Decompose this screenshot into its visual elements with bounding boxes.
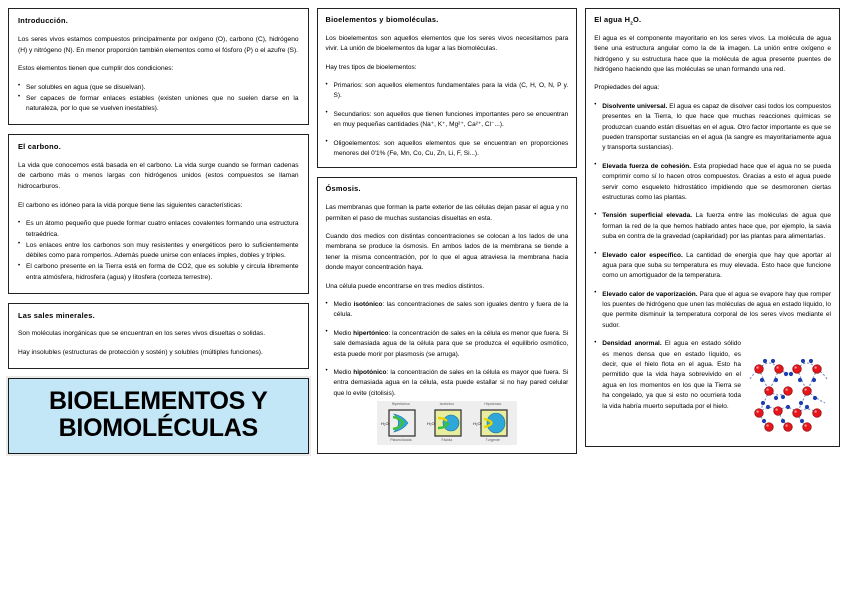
property-text: Para que el agua se evapore hay que romper los puentes de hidrógeno que unen las moléculas de agua en estado líquido, lo que permite disminuir la temperatura corporal de los seres vivos mediante el sudor. xyxy=(602,290,831,329)
left-column xyxy=(8,8,309,454)
tonicity-bottom-label: Fácida xyxy=(441,437,453,442)
list-item xyxy=(326,81,569,102)
carbono-heading: El carbono. xyxy=(18,141,61,151)
densidad-anormal-text xyxy=(602,339,741,412)
middle-column xyxy=(317,8,578,454)
list-item xyxy=(594,251,831,282)
property-term: Elevado calor específico. xyxy=(602,251,683,259)
list-item: • Ser capaces de formar enlaces estables (existen uniones que no suelen darse en la naturaleza, por lo que se vuelven inestables). xyxy=(18,94,299,115)
carbono-bullet-list xyxy=(18,219,299,283)
bullet-prefix: Medio xyxy=(333,368,354,376)
svg-text:H₂O: H₂O xyxy=(380,420,389,426)
list-item xyxy=(326,110,569,131)
bullet-term: hipotónico xyxy=(353,368,387,376)
tonicity-top-label: Hipertónico xyxy=(391,402,411,407)
bullet-label: Oligoelementos: xyxy=(333,139,381,147)
list-item xyxy=(326,368,569,399)
sales-minerales-heading: Las sales minerales. xyxy=(18,310,95,320)
property-text: La cantidad de energía que hay que aportar al agua para que suba su temperatura es muy elevada. Esto hace que funcione como un amortiguador de la temperatura. xyxy=(602,251,831,280)
property-text: El agua en estado sólido es menos densa que en estado líquido, es decir, que el hielo flota en el agua. Esto ha permitido que la vida haya sobrevivido en el agua en los momentos en los que la Tierra se ha congelado, ya que si esto no ocurriera toda la vida habría muerto sepultada por el hielo. xyxy=(602,340,741,410)
list-item xyxy=(594,102,831,154)
bullet-prefix: Medio xyxy=(333,301,354,308)
tonicity-top-label: Hipotónico xyxy=(484,402,502,407)
tonicity-top-label: Isotónico xyxy=(439,402,455,407)
bullet-text: : las concentraciones de sales son iguales dentro y fuera de la célula. xyxy=(333,301,569,319)
bullet-label: Primarios: xyxy=(333,82,363,90)
property-text: La fuerza entre las moléculas de agua que forman la red de la que hemos hablado antes hace que, por ejemplo, la savia suba en contra de la gravedad (capilaridad) por las plantas para alimentarlas. xyxy=(602,212,831,241)
list-item xyxy=(594,339,831,437)
tonicity-diagram xyxy=(377,401,517,444)
carbono-paragraph-2: El carbono es idóneo para la vida porque tiene las siguientes características: xyxy=(18,201,243,209)
list-item xyxy=(326,139,569,160)
cell-turgente xyxy=(471,407,515,443)
osmosis-heading: Ósmosis. xyxy=(325,184,361,194)
panel-sales-minerales xyxy=(8,303,309,369)
list-item: • Ser solubles en agua (que se disuelvan). xyxy=(18,83,299,94)
bioelementos-bullet-list xyxy=(326,81,569,159)
plasmolyzed-cell-icon xyxy=(381,408,421,438)
osmosis-paragraph-1: Las membranas que forman la parte exterior de las células dejan pasar el agua y no permiten el paso de muchas sustancias disueltas en esta. xyxy=(325,204,569,222)
bullet-text: son aquellos que tienen funciones importantes pero se encuentran en muy pequeñas cantidades (Na⁺, K⁺, Mg²⁺, Ca²⁺, Cl⁻...). xyxy=(333,110,569,129)
property-term: Disolvente universal. xyxy=(602,102,668,110)
sales-minerales-paragraph-1: Son moléculas inorgánicas que se encuentran en los seres vivos disueltas o solidas. xyxy=(18,330,266,338)
list-item: • Los enlaces entre los carbonos son muy resistentes y energéticos pero lo suficientemente débiles como para romperlos. Además puede unirse con enlaces imples, dobles y triples. xyxy=(18,241,299,262)
list-item xyxy=(326,300,569,321)
property-text: Esta propiedad hace que el agua no se pueda comprimir como sí lo hacen otros compuestos. Gracias a esto el agua puede servir como esqueleto hidrostático impidiendo que se desmoronen ciertas estructuras como las plantas. xyxy=(602,162,831,201)
osmosis-bullet-list xyxy=(326,300,569,399)
osmosis-figure-wrapper xyxy=(326,401,569,444)
cell-facida xyxy=(425,407,469,443)
introduccion-bullet-list xyxy=(18,83,299,115)
agua-paragraph-2: Propiedades del agua: xyxy=(594,84,660,92)
agua-heading-subscript: 2 xyxy=(630,20,633,26)
list-item: • El carbono presente en la Tierra está en forma de CO2, que es soluble y circula libremente entra atmósfera, hidrosfera (agua) y litosfera (corteza terrestre). xyxy=(18,262,299,283)
agua-heading xyxy=(594,16,831,25)
title-line-2: BIOMOLÉCULAS xyxy=(58,413,258,442)
tonicity-cells xyxy=(379,407,515,443)
introduccion-paragraph-2: Estos elementos tienen que cumplir dos condiciones: xyxy=(18,65,174,73)
panel-carbono xyxy=(8,134,309,294)
carbono-paragraph-1: La vida que conocemos está basada en el carbono. La vida surge cuando se forman cadenas de carbono más o menos largas con hidrógenos unidos (estos compuestos se llaman hidrocarburos. xyxy=(18,161,299,191)
title-banner xyxy=(8,378,309,454)
bioelementos-paragraph-2: Hay tres tipos de bioelementos: xyxy=(325,63,417,71)
panel-agua xyxy=(585,8,840,447)
sales-minerales-paragraph-2: Hay insolubles (estructuras de protección y sostén) y solubles (múltiples funciones). xyxy=(18,349,263,357)
introduccion-paragraph-1: Los seres vivos estamos compuestos principalmente por oxígeno (O), carbono (C), hidrógeno (H) y nitrógeno (N). En menor proporción también elementos como el fósforo (P) o el azufre (S). xyxy=(18,35,299,54)
panel-bioelementos xyxy=(317,8,578,168)
bullet-text: : la concentración de sales en la célula es mayor que fuera. Si entra demasiada agua en la célula, esta puede estallar si no hay pared celular que lo evite (citolisis). xyxy=(333,368,569,397)
tonicity-bottom-label: Turgente xyxy=(485,437,501,442)
flaccid-cell-icon xyxy=(427,408,467,438)
tonicity-bottom-label: Plasmolizada xyxy=(390,437,412,442)
hydrogen-bond-lattice-icon xyxy=(745,353,831,433)
property-term: Elevada fuerza de cohesión. xyxy=(602,162,692,170)
svg-text:H₂O: H₂O xyxy=(426,420,435,426)
list-item xyxy=(326,329,569,360)
turgid-cell-icon xyxy=(473,408,513,438)
bullet-text: son aquellos elementos fundamentales para la vida (C, H, O, N, P y. S). xyxy=(333,82,569,100)
osmosis-paragraph-3: Una célula puede encontrarse en tres medios distintos. xyxy=(325,282,485,290)
bullet-term: isotónico xyxy=(353,301,383,308)
water-lattice-figure xyxy=(745,339,831,437)
property-term: Densidad anormal. xyxy=(602,340,662,348)
agua-heading-suffix: O. xyxy=(633,15,642,24)
introduccion-heading: Introducción. xyxy=(18,16,69,25)
panel-introduccion xyxy=(8,8,309,125)
bullet-prefix: Medio xyxy=(333,329,354,337)
right-column xyxy=(585,8,840,447)
osmosis-paragraph-2: Cuando dos medios con distintas concentraciones se colocan a los lados de una membrana se produce la ósmosis. En ambos lados de la membrana se tiende a tener la misma concentración, por lo que el agua atraviesa la membrana hacia donde mayor concentración haya. xyxy=(325,233,569,272)
bioelementos-paragraph-1: Los bioelementos son aquellos elementos que los seres vivos necesitamos para vivir. La unión de bioelementos da lugar a las biomoléculas. xyxy=(325,34,569,53)
cell-plasmolizada xyxy=(379,407,423,443)
agua-paragraph-1: El agua es el componente mayoritario en los seres vivos. La molécula de agua tiene una estructura angular como la de la imagen. La unión entre oxígeno e hidrógeno y su estructura hace que la molécula de agua presente puentes de hidrógeno haciendo que las moléculas se unan formando una red. xyxy=(594,34,831,74)
list-item xyxy=(594,290,831,332)
property-text: El agua es capaz de disolver casi todos los compuestos presentes en la Tierra, lo que hace que muchas reacciones químicas se produzcan cuando están disueltas en el agua. Otro factor importante es que se pueden transportar sustancias en el agua (la sangre es mayoritariamente agua y transporta sustancias). xyxy=(602,102,832,152)
bullet-label: Secundarios: xyxy=(333,110,372,118)
densidad-anormal-row xyxy=(602,339,831,437)
bullet-text: : la concentración de sales en la célula es menor que fuera. Si sale demasiada agua de la célula para que se produzca el equilibrio osmótico, esta puede morir por plasmosis (se arruga). xyxy=(333,329,569,358)
agua-properties-list xyxy=(594,102,831,438)
bullet-text: son aquellos elementos que se encuentran en proporciones menores del 0'1% (Fe, Mn, Co, Cu, Zn, Li, F, Si...). xyxy=(333,139,569,157)
bioelementos-heading: Bioelementos y biomoléculas. xyxy=(325,15,439,24)
list-item xyxy=(594,211,831,242)
title-line-1: BIOELEMENTOS Y xyxy=(49,386,268,415)
agua-heading-prefix: El agua H xyxy=(594,15,631,24)
list-item: • Es un átomo pequeño que puede formar cuatro enlaces covalentes formando una estructura tetraédrica. xyxy=(18,219,299,240)
list-item xyxy=(594,162,831,204)
panel-osmosis xyxy=(317,177,578,453)
svg-text:H₂O: H₂O xyxy=(472,420,481,426)
property-term: Elevado calor de vaporización. xyxy=(602,290,698,298)
property-term: Tensión superficial elevada. xyxy=(602,212,693,220)
bullet-term: hipertónico xyxy=(353,329,389,337)
